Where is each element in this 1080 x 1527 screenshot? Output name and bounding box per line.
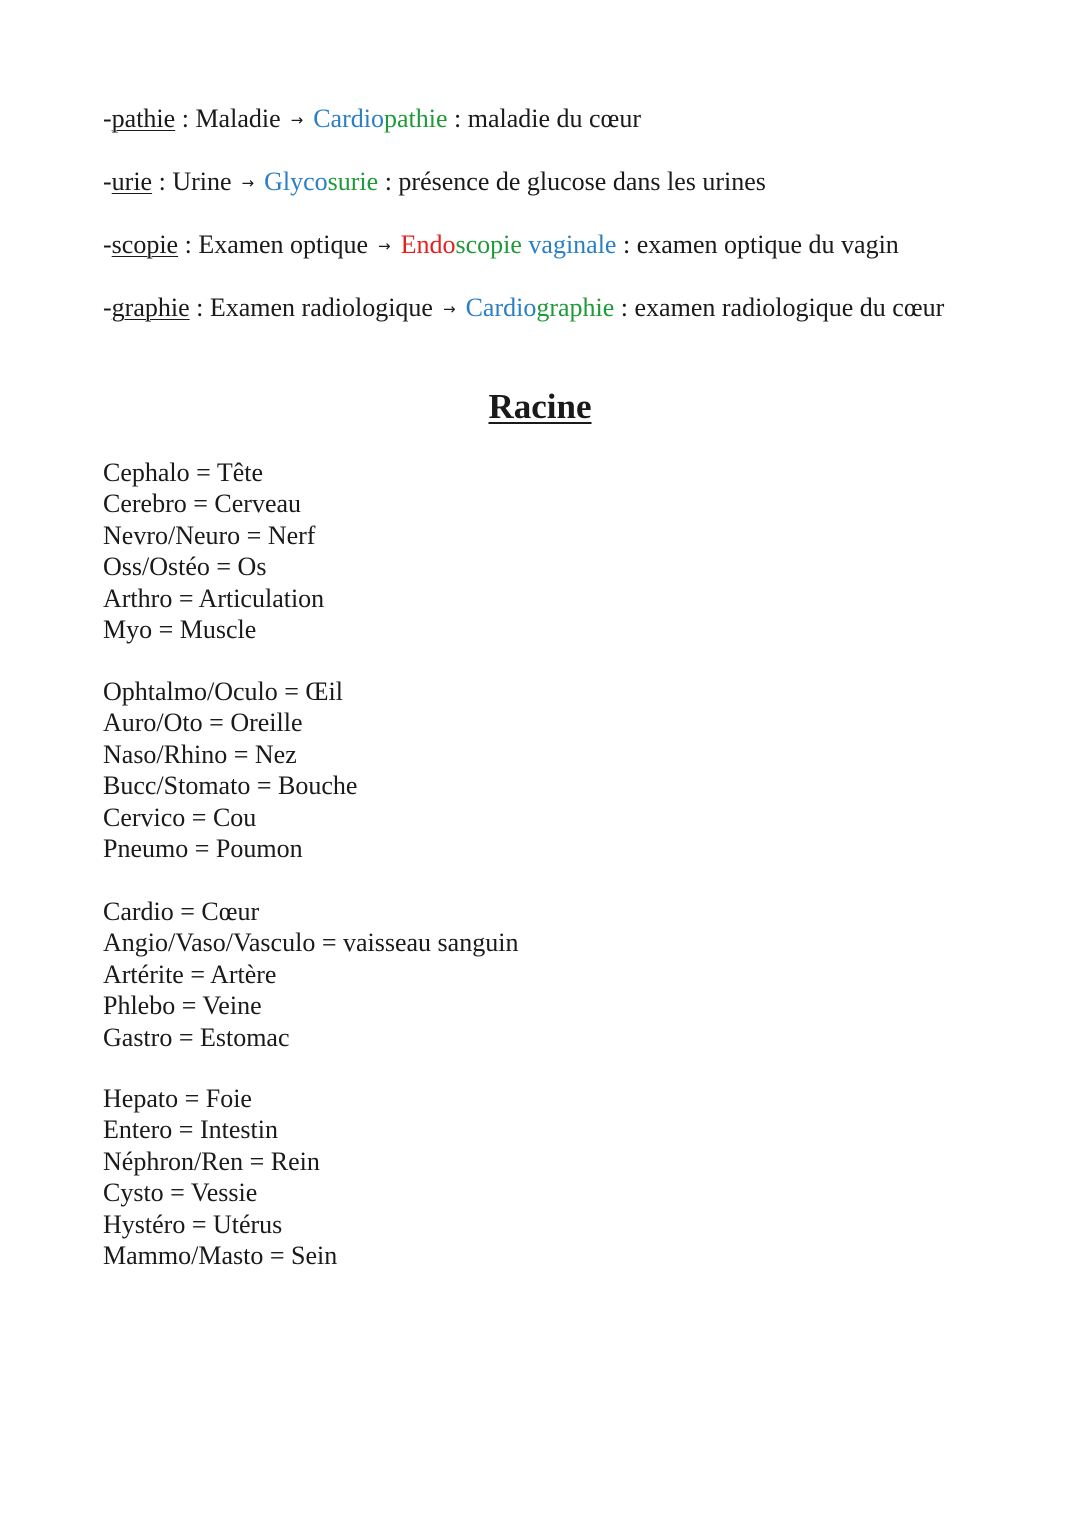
root-entry: Nevro/Neuro = Nerf (103, 520, 316, 550)
suffix-prefix: - (103, 167, 112, 196)
example-qualifier: vaginale (521, 230, 617, 259)
arrow-icon: → (241, 174, 255, 192)
arrow-icon: → (442, 300, 456, 318)
separator: : (152, 167, 173, 196)
root-entry: Cerebro = Cerveau (103, 489, 302, 519)
suffix-meaning: Maladie (195, 104, 281, 133)
root-entry: Cephalo = Tête (103, 458, 264, 487)
example-definition: : examen radiologique du cœur (614, 293, 945, 322)
root-entry: Myo = Muscle (103, 615, 257, 645)
suffix-line-urie (103, 166, 963, 201)
root-entry: Pneumo = Poumon (103, 834, 303, 864)
suffix-line-scopie (103, 229, 963, 264)
suffix-term: pathie (111, 104, 176, 133)
root-group-face (103, 676, 357, 864)
root-entry: Naso/Rhino = Nez (103, 739, 297, 769)
suffix-meaning: Examen optique (198, 230, 369, 259)
root-entry: Ophtalmo/Oculo = Œil (103, 677, 343, 706)
root-entry: Néphron/Ren = Rein (103, 1146, 320, 1176)
example-suffix: graphie (536, 293, 615, 322)
example-definition: : maladie du cœur (447, 104, 641, 133)
example-root: Glyco (264, 167, 328, 196)
suffix-term: urie (111, 167, 153, 196)
root-group-head (103, 457, 324, 645)
root-entry: Gastro = Estomac (103, 1022, 290, 1052)
root-entry: Hystéro = Utérus (103, 1209, 283, 1239)
separator: : (178, 230, 199, 259)
suffix-prefix: - (103, 104, 112, 133)
root-entry: Phlebo = Veine (103, 991, 262, 1021)
example-root: Cardio (465, 293, 537, 322)
example-suffix: pathie (383, 104, 448, 133)
suffix-prefix: - (103, 230, 112, 259)
root-entry: Auro/Oto = Oreille (103, 708, 303, 738)
example-definition: : présence de glucose dans les urines (378, 167, 766, 196)
example-definition: : examen optique du vagin (616, 230, 899, 259)
suffix-meaning: Urine (172, 167, 232, 196)
root-entry: Arthro = Articulation (103, 583, 325, 613)
root-entry: Cysto = Vessie (103, 1178, 258, 1208)
suffix-prefix: - (103, 293, 112, 322)
root-group-organs (103, 1083, 337, 1271)
root-entry: Hepato = Foie (103, 1084, 252, 1113)
section-heading (0, 386, 1080, 428)
root-entry: Cardio = Cœur (103, 897, 260, 926)
root-entry: Bucc/Stomato = Bouche (103, 771, 358, 801)
example-root: Endo (400, 230, 456, 259)
heading-text: Racine (488, 387, 592, 426)
root-entry: Artérite = Artère (103, 959, 277, 989)
suffix-term: graphie (111, 293, 190, 322)
suffix-line-pathie (103, 103, 963, 138)
separator: : (175, 104, 196, 133)
separator: : (189, 293, 210, 322)
suffix-term: scopie (111, 230, 179, 259)
suffix-line-graphie (103, 292, 963, 327)
root-entry: Entero = Intestin (103, 1115, 278, 1145)
arrow-icon: → (290, 111, 304, 129)
example-suffix: scopie (455, 230, 522, 259)
example-suffix: surie (327, 167, 379, 196)
root-group-circulation (103, 896, 518, 1053)
root-entry: Angio/Vaso/Vasculo = vaisseau sanguin (103, 928, 519, 958)
suffix-meaning: Examen radiologique (209, 293, 433, 322)
root-entry: Cervico = Cou (103, 802, 257, 832)
arrow-icon: → (378, 237, 391, 255)
root-entry: Mammo/Masto = Sein (103, 1241, 338, 1271)
example-root: Cardio (313, 104, 384, 133)
root-entry: Oss/Ostéo = Os (103, 552, 267, 582)
